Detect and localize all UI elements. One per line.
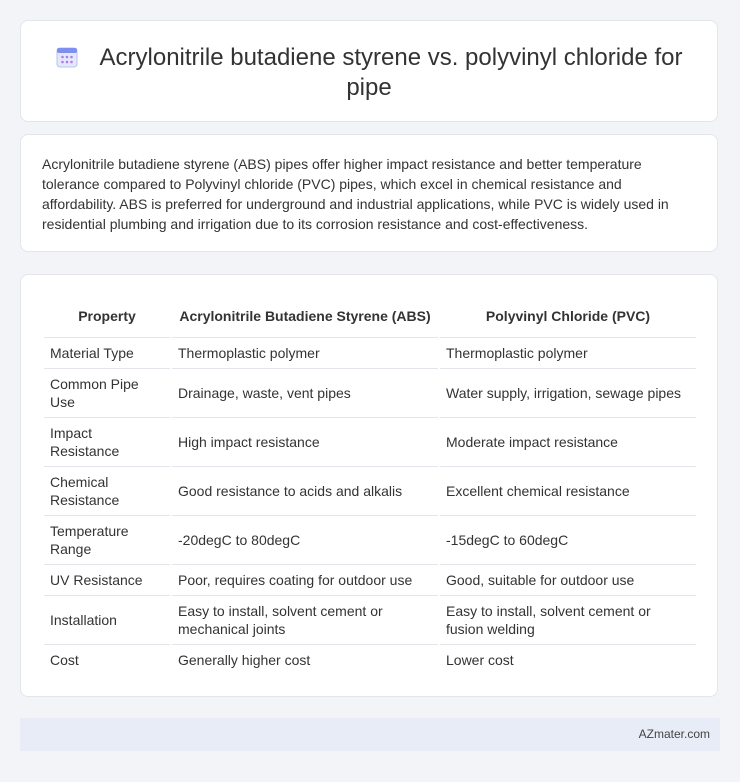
title-wrap xyxy=(21,43,717,103)
table-row xyxy=(44,516,696,565)
row-abs-value: Good resistance to acids and alkalis xyxy=(172,467,438,516)
row-abs-value: Thermoplastic polymer xyxy=(172,338,438,369)
row-abs-value: High impact resistance xyxy=(172,418,438,467)
row-abs-value: Poor, requires coating for outdoor use xyxy=(172,565,438,596)
summary-card xyxy=(20,134,718,252)
table-row xyxy=(44,645,696,675)
table-row xyxy=(44,369,696,418)
row-pvc-value: Easy to install, solvent cement or fusion welding xyxy=(440,596,696,645)
row-property: Cost xyxy=(50,652,79,668)
row-pvc-value: Water supply, irrigation, sewage pipes xyxy=(440,369,696,418)
title-card xyxy=(20,20,718,122)
comparison-card xyxy=(20,274,718,697)
footer-bar xyxy=(20,718,720,751)
row-pvc-value: Moderate impact resistance xyxy=(440,418,696,467)
calendar-icon xyxy=(56,46,78,68)
table-row xyxy=(44,338,696,369)
row-abs-value: Easy to install, solvent cement or mechanical joints xyxy=(172,596,438,645)
table-row xyxy=(44,418,696,467)
table-row xyxy=(44,467,696,516)
summary-text: Acrylonitrile butadiene styrene (ABS) pipes offer higher impact resistance and better temperature tolerance compared to Polyvinyl chloride (PVC) pipes, which excel in chemical resistance and affordability. ABS is preferred for underground and industrial applications, while PVC is widely used in residential plumbing and irrigation due to its corrosion resistance and cost-effectiveness. xyxy=(42,156,669,232)
table-row xyxy=(44,596,696,645)
row-pvc-value: Thermoplastic polymer xyxy=(440,338,696,369)
table-row xyxy=(44,565,696,596)
row-property: Impact Resistance xyxy=(44,418,170,467)
header-property: Property xyxy=(44,295,170,338)
page-title xyxy=(51,43,687,103)
comparison-table xyxy=(42,295,698,675)
row-property: Material Type xyxy=(44,338,170,369)
row-property: Temperature Range xyxy=(44,516,170,565)
row-property: UV Resistance xyxy=(44,565,170,596)
row-abs-value: Generally higher cost xyxy=(178,652,311,668)
header-abs: Acrylonitrile Butadiene Styrene (ABS) xyxy=(172,295,438,338)
row-pvc-value: Excellent chemical resistance xyxy=(440,467,696,516)
row-property: Common Pipe Use xyxy=(44,369,170,418)
table-header-row xyxy=(44,295,696,338)
row-pvc-value: -15degC to 60degC xyxy=(440,516,696,565)
row-pvc-value: Lower cost xyxy=(446,652,514,668)
page-title-text: Acrylonitrile butadiene styrene vs. polyvinyl chloride for pipe xyxy=(99,44,683,101)
row-property: Chemical Resistance xyxy=(44,467,170,516)
row-pvc-value: Good, suitable for outdoor use xyxy=(440,565,696,596)
header-pvc: Polyvinyl Chloride (PVC) xyxy=(440,295,696,338)
row-property: Installation xyxy=(44,596,170,645)
footer-brand[interactable]: AZmater.com xyxy=(638,727,710,741)
row-abs-value: -20degC to 80degC xyxy=(172,516,438,565)
row-abs-value: Drainage, waste, vent pipes xyxy=(172,369,438,418)
